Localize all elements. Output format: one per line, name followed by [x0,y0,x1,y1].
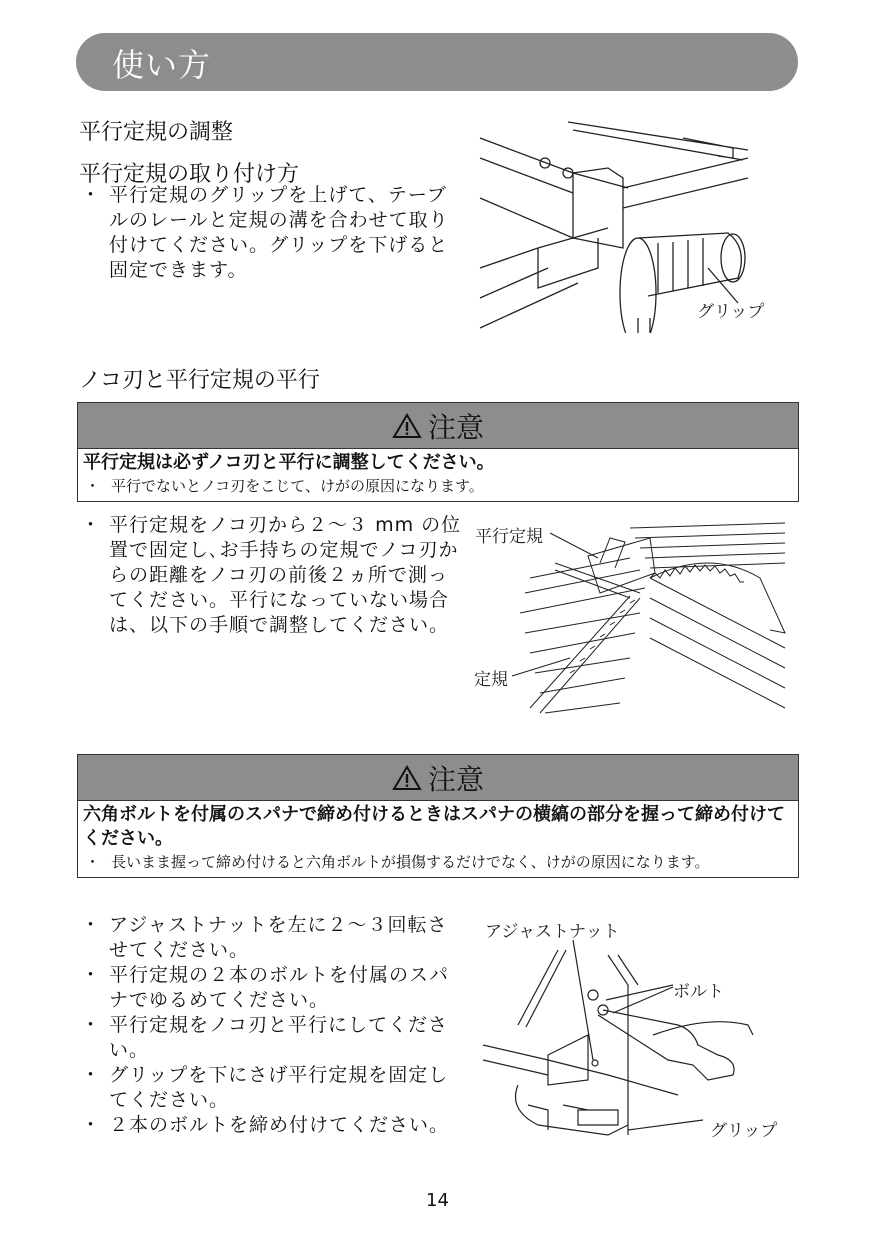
section-heading-fence-adjust: 平行定規の調整 [79,120,234,145]
list-item: ・ 平行定規のグリップを上げて、テーブルのレールと定規の溝を合わせて取り付けてください。グリップを下げると固定できます。 [81,184,449,281]
list-item: ・ 平行定規をノコ刃と平行にしてください。 [81,1014,449,1061]
caution-box-wrench [77,754,799,878]
list-item: ・ 平行定規の２本のボルトを付属のスパナでゆるめてください。 [81,964,450,1011]
caution-title: 注意 [427,410,484,444]
caution-note: ・ 長いまま握って締め付けると六角ボルトが損傷するだけでなく、けがの原因になります。 [85,853,710,871]
figure-label-bolt: ボルト [673,982,724,1002]
parallel-check-instructions [79,513,464,638]
figure-label-ruler: 定規 [474,670,508,690]
list-item: ・ ２本のボルトを締め付けてください。 [81,1114,450,1136]
caution-header [78,755,798,801]
page-title: 使い方 [112,46,212,84]
figure-label-adjust-nut: アジャストナット [485,922,620,942]
caution-main-text: 六角ボルトを付属のスパナで締め付けるときはスパナの横縞の部分を握って締め付けてください。 [83,804,785,849]
warning-icon [392,413,422,439]
page-number: 14 [426,1190,449,1211]
figure-label-grip: グリップ [697,302,765,322]
list-item: ・ アジャストナットを左に２～３回転させてください。 [81,914,448,961]
caution-header [78,403,798,449]
caution-note: ・ 平行でないとノコ刃をこじて、けがの原因になります。 [85,477,484,495]
caution-box-parallel [77,402,799,502]
mounting-instructions [79,183,464,283]
list-item: ・ 平行定規をノコ刃から２～３ mm の位置で固定し､お手持ちの定規でノコ刃からの距離をノコ刃の前後２ヵ所で測ってください。平行になっていない場合は、以下の手順で調整してください。 [81,514,462,636]
caution-title: 注意 [427,762,484,796]
blade-ruler-illustration [470,518,790,723]
figure-label-grip: グリップ [710,1121,778,1141]
subheading-fence-mounting: 平行定規の取り付け方 [79,162,300,187]
list-item: ・ グリップを下にさげ平行定規を固定してください。 [81,1064,449,1111]
section-heading-blade-parallel: ノコ刃と平行定規の平行 [79,368,320,393]
warning-icon [392,765,422,791]
adjustment-steps [79,913,464,1138]
figure-label-fence: 平行定規 [475,527,543,547]
caution-main-text: 平行定規は必ずノコ刃と平行に調整してください。 [83,452,495,473]
